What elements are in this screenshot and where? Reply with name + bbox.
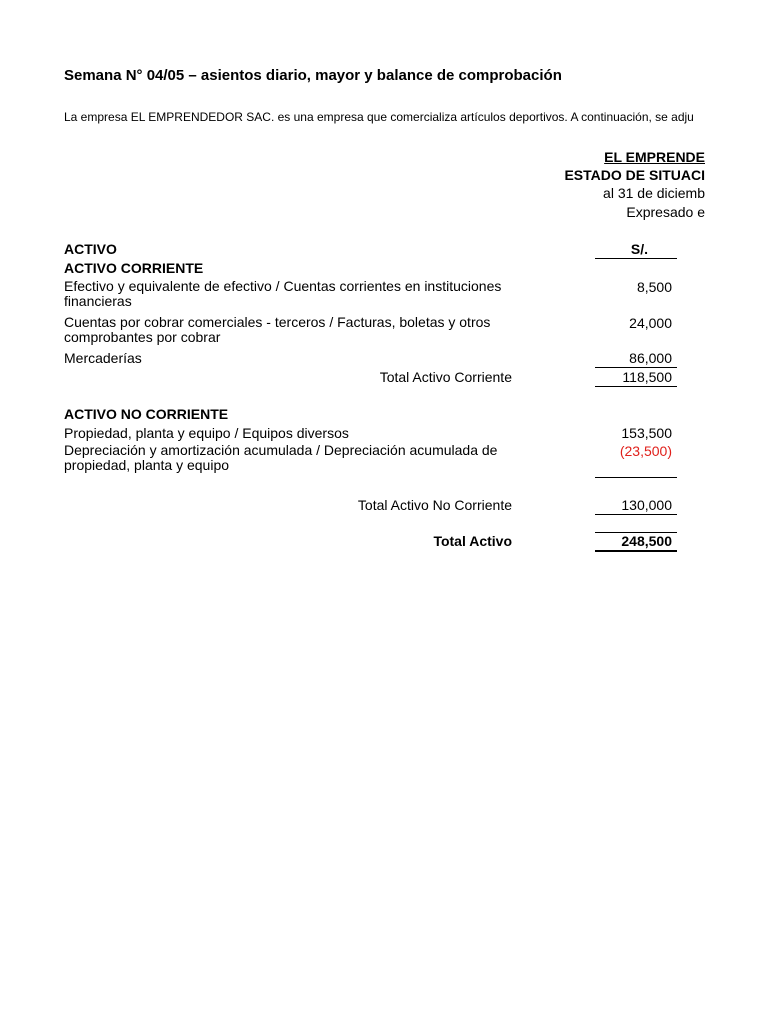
total-double-underline bbox=[595, 550, 677, 552]
item-amount-ppe: 153,500 bbox=[621, 425, 672, 441]
company-name: EL EMPRENDE bbox=[604, 149, 705, 165]
statement-date: al 31 de diciemb bbox=[603, 185, 705, 201]
current-assets-heading: ACTIVO CORRIENTE bbox=[64, 260, 204, 276]
activo-heading: ACTIVO bbox=[64, 241, 117, 257]
header-underline bbox=[595, 258, 677, 259]
item-amount-cash: 8,500 bbox=[636, 279, 672, 295]
item-label-depreciation: Depreciación y amortización acumulada / Depreciación acumulada de propiedad, planta y equipo bbox=[64, 442, 498, 473]
total-assets-label: Total Activo bbox=[433, 533, 512, 549]
total-noncurrent-amount: 130,000 bbox=[621, 497, 672, 513]
subtotal-line-current bbox=[595, 367, 677, 368]
item-amount-depreciation: (23,500) bbox=[619, 443, 672, 459]
total-current-amount: 118,500 bbox=[622, 369, 672, 385]
statement-title: ESTADO DE SITUACI bbox=[564, 167, 705, 183]
item-amount-merchandise: 86,000 bbox=[629, 350, 672, 366]
item-label-merchandise: Mercaderías bbox=[64, 350, 142, 366]
total-current-underline bbox=[595, 386, 677, 387]
item-amount-receivables: 24,000 bbox=[629, 315, 672, 331]
currency-note: Expresado e bbox=[626, 204, 705, 220]
total-current-label: Total Activo Corriente bbox=[379, 369, 512, 385]
total-noncurrent-underline bbox=[595, 514, 677, 515]
item-label-cash: Efectivo y equivalente de efectivo / Cuentas corrientes en instituciones financieras bbox=[64, 278, 502, 309]
subtotal-line-noncurrent bbox=[595, 477, 677, 478]
total-assets-amount: 248,500 bbox=[621, 533, 672, 549]
total-noncurrent-label: Total Activo No Corriente bbox=[357, 497, 512, 513]
noncurrent-assets-heading: ACTIVO NO CORRIENTE bbox=[64, 406, 229, 422]
currency-symbol: S/. bbox=[630, 241, 648, 257]
intro-paragraph: La empresa EL EMPRENDEDOR SAC. es una empresa que comercializa artículos deportivos. A continuación, se adju bbox=[64, 110, 694, 124]
item-label-ppe: Propiedad, planta y equipo / Equipos diversos bbox=[64, 425, 349, 441]
item-label-receivables: Cuentas por cobrar comerciales - terceros / Facturas, boletas y otros comprobantes por cobrar bbox=[64, 314, 491, 345]
page-title: Semana N° 04/05 – asientos diario, mayor y balance de comprobación bbox=[64, 67, 562, 84]
